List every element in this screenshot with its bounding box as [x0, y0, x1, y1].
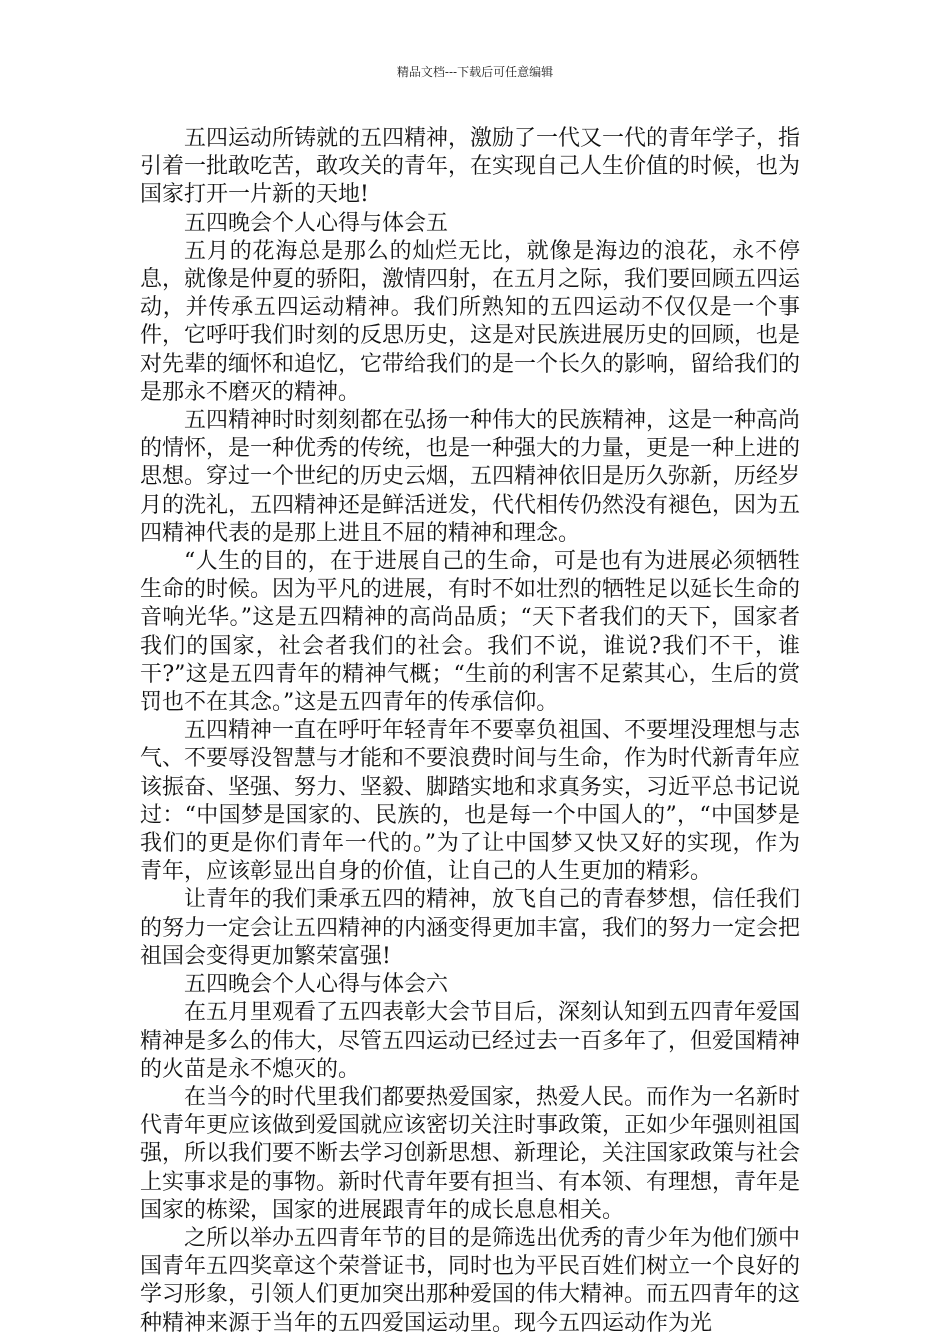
paragraph: 在当今的时代里我们都要热爱国家，热爱人民。而作为一名新时代青年更应该做到爱国就应该密切关注时事政策，正如少年强则祖国强，所以我们要不断去学习创新思想、新理论，关注国家政策与社会上实事求是的事物。新时代青年要有担当、有本领、有理想，青年是国家的栋梁，国家的进展跟青年的成长息息相关。 [140, 1084, 801, 1223]
paragraph: 之所以举办五四青年节的目的是筛选出优秀的青少年为他们颁中国青年五四奖章这个荣誉证书，同时也为平民百姓们树立一个良好的学习形象，引领人们更加突出那种爱国的伟大精神。而五四青年的这种精神来源于当年的五四爱国运动里。现今五四运动作为光 [140, 1225, 801, 1336]
paragraph: 五四精神一直在呼吁年轻青年不要辜负祖国、不要埋没理想与志气、不要辱没智慧与才能和不要浪费时间与生命，作为时代新青年应该振奋、坚强、努力、坚毅、脚踏实地和求真务实，习近平总书记说过：“中国梦是国家的、民族的，也是每一个中国人的”，“中国梦是我们的更是你们青年一代的。”为了让中国梦又快又好的实现，作为青年，应该彰显出自身的价值，让自己的人生更加的精彩。 [140, 718, 801, 885]
paragraph: 在五月里观看了五四表彰大会节目后，深刻认知到五四青年爱国精神是多么的伟大，尽管五四运动已经过去一百多年了，但爱国精神的火苗是永不熄灭的。 [140, 1000, 801, 1082]
section-heading: 五四晚会个人心得与体会五 [184, 210, 449, 236]
paragraph: 让青年的我们秉承五四的精神，放飞自己的青春梦想，信任我们的努力一定会让五四精神的内涵变得更加丰富，我们的努力一定会把祖国会变得更加繁荣富强! [140, 887, 801, 969]
paragraph: 五月的花海总是那么的灿烂无比，就像是海边的浪花，永不停息，就像是仲夏的骄阳，激情四射，在五月之际，我们要回顾五四运动，并传承五四运动精神。我们所熟知的五四运动不仅仅是一个事件，它呼吁我们时刻的反思历史，这是对民族进展历史的回顾，也是对先辈的缅怀和追忆，它带给我们的是一个长久的影响，留给我们的是那永不磨灭的精神。 [140, 238, 801, 405]
page-header: 精品文档---下载后可任意编辑 [396, 65, 554, 79]
paragraph: 五四运动所铸就的五四精神，激励了一代又一代的青年学子，指引着一批敢吃苦，敢攻关的青年，在实现自己人生价值的时候，也为国家打开一片新的天地! [140, 126, 801, 208]
document-body [140, 125, 800, 1338]
paragraph: “人生的目的，在于进展自己的生命，可是也有为进展必须牺牲生命的时候。因为平凡的进展，有时不如壮烈的牺牲足以延长生命的音响光华。”这是五四精神的高尚品质；“天下者我们的天下，国家者我们的国家，社会者我们的社会。我们不说，谁说?我们不干，谁干?”这是五四青年的精神气概；“生前的利害不足萦其心，生后的赏罚也不在其念。”这是五四青年的传承信仰。 [140, 549, 801, 716]
section-heading: 五四晚会个人心得与体会六 [184, 972, 449, 998]
paragraph: 五四精神时时刻刻都在弘扬一种伟大的民族精神，这是一种高尚的情怀，是一种优秀的传统，也是一种强大的力量，更是一种上进的思想。穿过一个世纪的历史云烟，五四精神依旧是历久弥新，历经岁月的洗礼，五四精神还是鲜活迸发，代代相传仍然没有褪色，因为五四精神代表的是那上进且不屈的精神和理念。 [140, 408, 801, 546]
